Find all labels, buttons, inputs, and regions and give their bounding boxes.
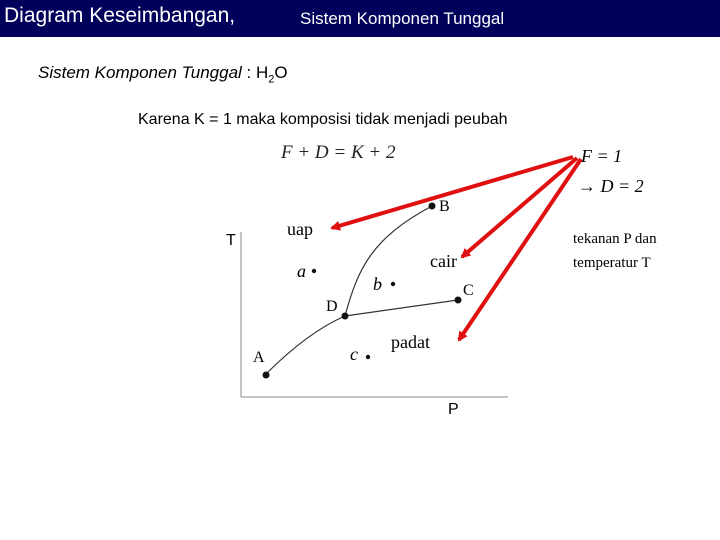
point-b-label: b [373, 274, 382, 294]
region-label-cair: cair [430, 251, 457, 271]
point-A-dot [263, 372, 270, 379]
point-D-dot [342, 313, 349, 320]
point-C-label: C [463, 282, 474, 299]
component-statement: Karena K = 1 maka komposisi tidak menjadi peubah [138, 111, 508, 128]
slide-title: Diagram Keseimbangan, [4, 4, 236, 27]
x-axis-label: P [448, 401, 459, 418]
variables-note-line-1: tekanan P dan [573, 231, 657, 247]
degrees-of-freedom-value: F = 1 [581, 146, 623, 166]
section-title-text: Sistem Komponen Tunggal [38, 63, 242, 82]
point-c-dot [366, 355, 370, 359]
point-a-dot [312, 269, 316, 273]
region-label-uap: uap [287, 219, 313, 239]
variables-note-line-2: temperatur T [573, 255, 651, 271]
melting-curve [345, 300, 458, 316]
point-B-label: B [439, 198, 450, 215]
water-formula: : $H_2O$ [246, 63, 288, 86]
point-D-label: D [326, 298, 338, 315]
point-a-label: a [297, 261, 306, 281]
point-b-dot [391, 282, 395, 286]
phase-count-value: → D = 2 [578, 176, 644, 196]
point-C-dot [455, 297, 462, 304]
point-c-label: c [350, 344, 358, 364]
point-B-dot [429, 203, 436, 210]
slide-title-subtitle: Sistem Komponen Tunggal [300, 9, 505, 28]
y-axis-label: T [226, 232, 236, 249]
vaporization-curve [345, 206, 432, 316]
point-A-label: A [253, 349, 265, 366]
phase-rule-equation: F + D = K + 2 [281, 142, 396, 163]
sublimation-curve [266, 316, 345, 374]
axes [241, 232, 508, 397]
region-label-padat: padat [391, 332, 430, 352]
